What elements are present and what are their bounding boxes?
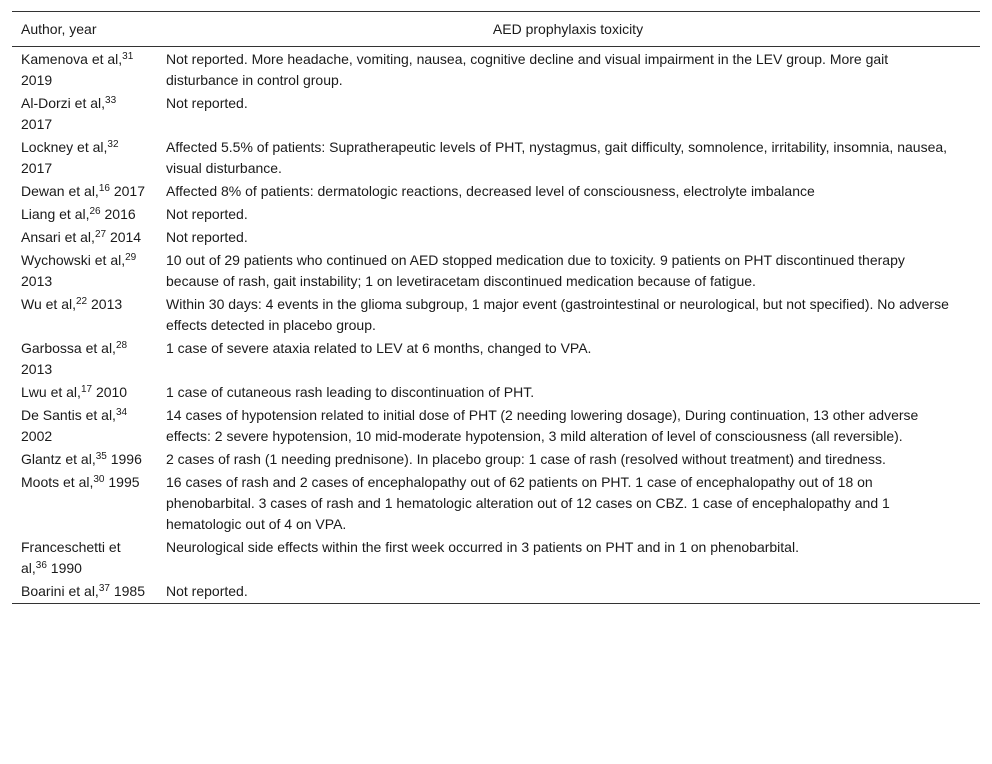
reference-number: 32 (107, 139, 119, 150)
author-name: Lwu et al, (21, 384, 81, 400)
author-name: Al-Dorzi et al, (21, 95, 106, 111)
toxicity-cell: Not reported. More headache, vomiting, nausea, cognitive decline and visual impairment in the LEV group. More gait disturbance in control group. (166, 51, 889, 88)
reference-number: 22 (76, 296, 88, 307)
toxicity-cell: Not reported. (166, 206, 248, 222)
author-year-cell (12, 92, 156, 136)
publication-year: 2013 (87, 296, 123, 312)
author-name: Franceschetti et al, (21, 539, 121, 576)
table-row (12, 180, 980, 203)
author-year-cell (12, 226, 156, 249)
header-row (12, 12, 980, 47)
table-row (12, 92, 980, 136)
table-row (12, 381, 980, 404)
reference-number: 26 (89, 206, 101, 217)
publication-year: 2010 (92, 384, 128, 400)
author-year-cell (12, 180, 156, 203)
toxicity-cell: Affected 8% of patients: dermatologic reactions, decreased level of consciousness, electrolyte imbalance (166, 183, 815, 199)
toxicity-cell: Within 30 days: 4 events in the glioma subgroup, 1 major event (gastrointestinal or neurological, but not specified). No adverse effects detected in placebo group. (166, 296, 949, 333)
table-row (12, 47, 980, 93)
table-container (12, 11, 980, 604)
publication-year: 2016 (100, 206, 136, 222)
author-year-header: Author, year (21, 21, 97, 37)
author-name: De Santis et al, (21, 407, 116, 423)
author-year-cell (12, 580, 156, 604)
table-row (12, 203, 980, 226)
reference-number: 36 (35, 560, 47, 571)
author-year-cell (12, 47, 156, 93)
table-row (12, 580, 980, 604)
table-row (12, 136, 980, 180)
table-row (12, 249, 980, 293)
toxicity-cell: Not reported. (166, 583, 248, 599)
publication-year: 2019 (21, 72, 53, 88)
author-year-cell (12, 249, 156, 293)
author-year-cell (12, 404, 156, 448)
author-name: Ansari et al, (21, 229, 95, 245)
publication-year: 2017 (21, 160, 53, 176)
author-year-cell (12, 536, 156, 580)
table-row (12, 536, 980, 580)
publication-year: 2013 (21, 273, 53, 289)
reference-number: 33 (105, 95, 117, 106)
toxicity-cell: 10 out of 29 patients who continued on AED stopped medication due to toxicity. 9 patients on PHT discontinued therapy because of rash, gait instability; 1 on levetiracetam discontinued medication because of fatigue. (166, 252, 905, 289)
table-row (12, 337, 980, 381)
publication-year: 1996 (106, 451, 142, 467)
reference-number: 17 (80, 384, 93, 395)
table-row (12, 293, 980, 337)
toxicity-table (12, 11, 980, 604)
publication-year: 1985 (109, 583, 145, 599)
author-name: Wu et al, (21, 296, 76, 312)
publication-year: 2017 (109, 183, 145, 199)
toxicity-cell: 14 cases of hypotension related to initial dose of PHT (2 needing lowering dosage), During continuation, 13 other adverse effects: 2 severe hypotension, 10 mid-moderate hypotension, 3 mild alteration of level of consciousness (all reversible). (166, 407, 919, 444)
author-year-cell (12, 448, 156, 471)
author-name: Kamenova et al, (21, 51, 123, 67)
toxicity-cell: 1 case of severe ataxia related to LEV at 6 months, changed to VPA. (166, 340, 592, 356)
toxicity-cell: 16 cases of rash and 2 cases of encephalopathy out of 62 patients on PHT. 1 case of encephalopathy out of 18 on phenobarbital. 3 cases of rash and 1 hematologic alteration out of 12 cases on CBZ. 1 case of encephalopathy and 1 hematologic out of 4 on VPA. (166, 474, 890, 532)
publication-year: 2017 (21, 116, 53, 132)
publication-year: 2014 (106, 229, 142, 245)
table-row (12, 471, 980, 536)
reference-number: 29 (125, 252, 137, 263)
toxicity-cell: 2 cases of rash (1 needing prednisone). In placebo group: 1 case of rash (resolved without treatment) and tiredness. (166, 451, 886, 467)
toxicity-cell: Affected 5.5% of patients: Supratherapeutic levels of PHT, nystagmus, gait difficulty, somnolence, irritability, insomnia, nausea, visual disturbance. (166, 139, 948, 176)
author-name: Garbossa et al, (21, 340, 116, 356)
reference-number: 30 (93, 474, 105, 485)
table-row (12, 448, 980, 471)
author-year-cell (12, 293, 156, 337)
reference-number: 34 (115, 407, 128, 418)
reference-number: 16 (98, 183, 110, 194)
author-year-cell (12, 337, 156, 381)
toxicity-header: AED prophylaxis toxicity (492, 21, 644, 37)
author-name: Wychowski et al, (21, 252, 126, 268)
reference-number: 28 (115, 340, 128, 351)
reference-number: 27 (94, 229, 107, 240)
author-year-cell (12, 381, 156, 404)
author-year-cell (12, 471, 156, 536)
toxicity-cell: Not reported. (166, 229, 248, 245)
reference-number: 31 (122, 51, 134, 62)
author-name: Lockney et al, (21, 139, 108, 155)
author-name: Boarini et al, (21, 583, 99, 599)
toxicity-cell: Not reported. (166, 95, 248, 111)
table-row (12, 226, 980, 249)
author-name: Moots et al, (21, 474, 94, 490)
publication-year: 1990 (46, 560, 82, 576)
toxicity-cell: Neurological side effects within the first week occurred in 3 patients on PHT and in 1 on phenobarbital. (166, 539, 799, 555)
author-name: Liang et al, (21, 206, 90, 222)
author-year-cell (12, 136, 156, 180)
reference-number: 35 (95, 451, 107, 462)
publication-year: 1995 (104, 474, 140, 490)
author-year-cell (12, 203, 156, 226)
author-name: Glantz et al, (21, 451, 96, 467)
publication-year: 2013 (21, 361, 53, 377)
table-row (12, 404, 980, 448)
toxicity-cell: 1 case of cutaneous rash leading to discontinuation of PHT. (166, 384, 535, 400)
reference-number: 37 (98, 583, 110, 594)
author-name: Dewan et al, (21, 183, 99, 199)
publication-year: 2002 (21, 428, 53, 444)
